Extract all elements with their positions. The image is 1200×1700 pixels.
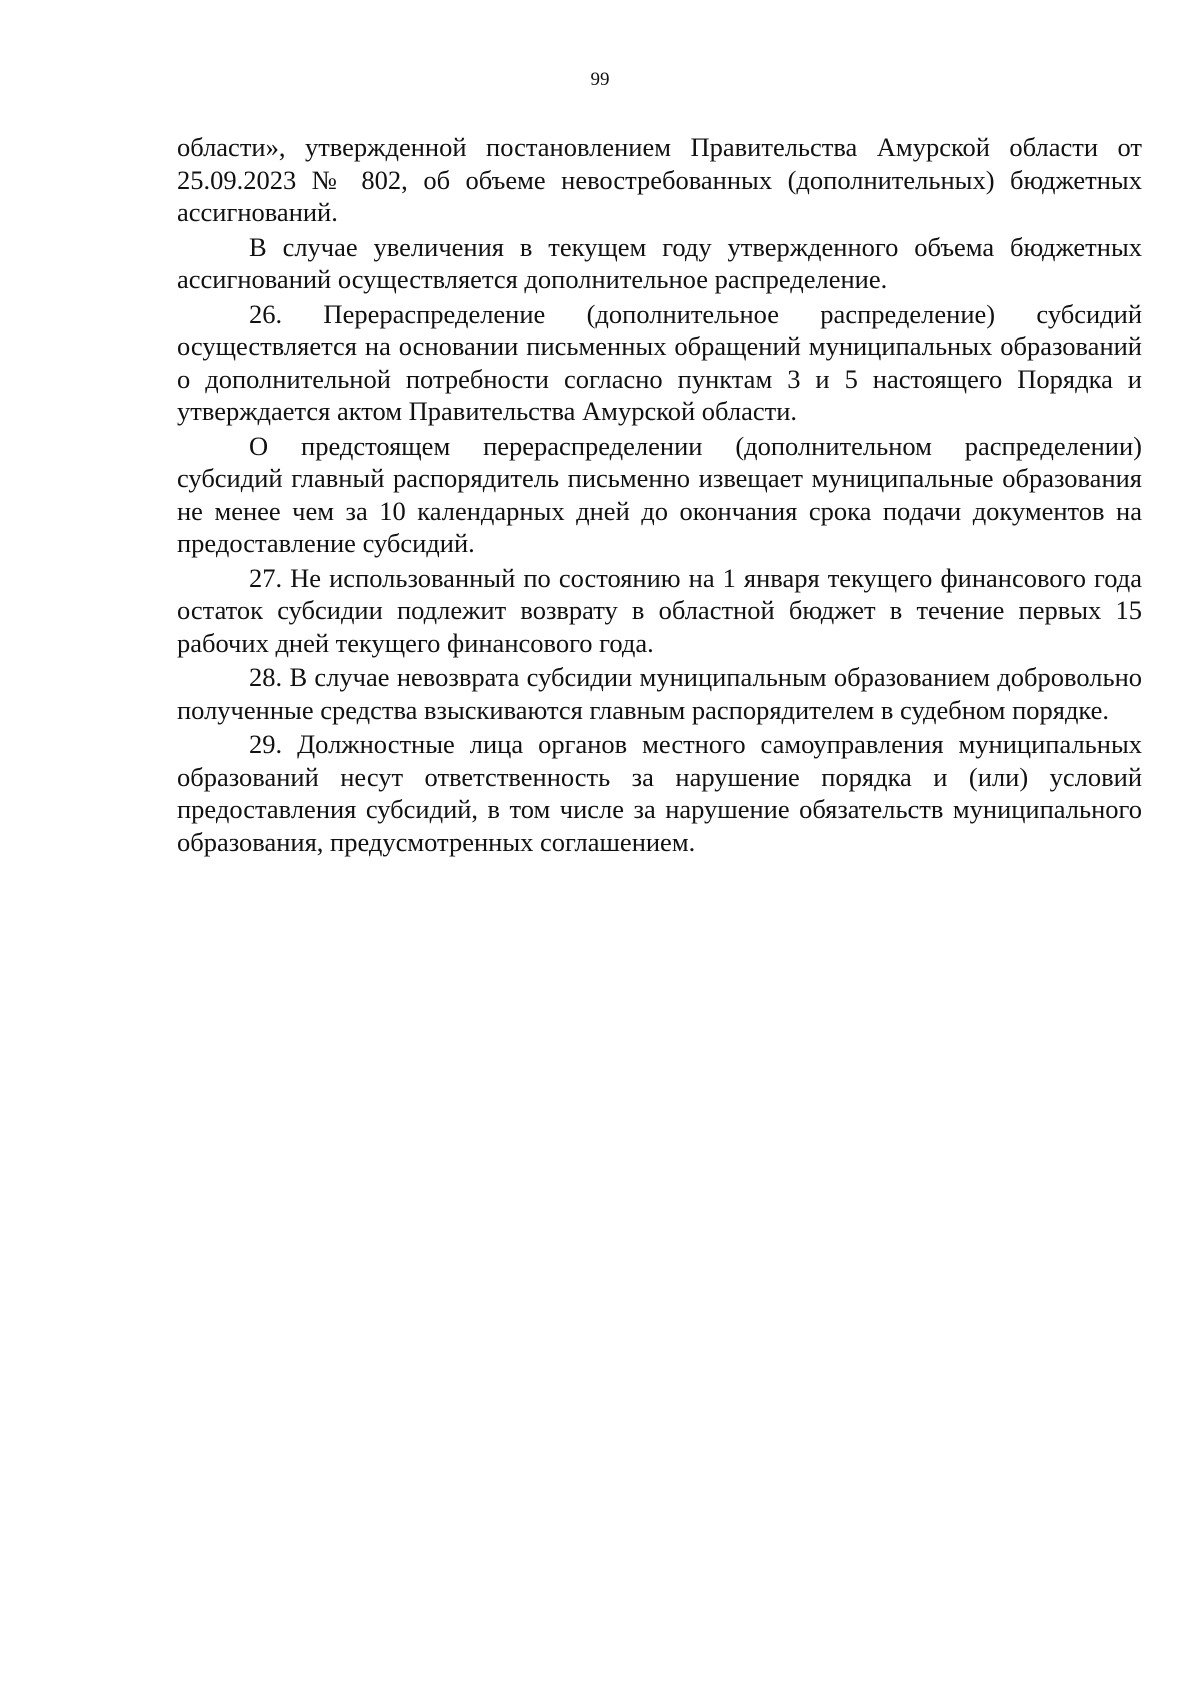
paragraph-redistribution-notice: О предстоящем перераспределении (дополнительном распределении) субсидий главный распорядитель письменно извещает муниципальные образования не менее чем за 10 календарных дней до окончания срока подачи документов на предоставление субсидий.	[177, 430, 1142, 558]
paragraph-budget-increase: В случае увеличения в текущем году утвержденного объема бюджетных ассигнований осуществляется дополнительное распределение.	[177, 231, 1142, 294]
paragraph-item-26: 26. Перераспределение (дополнительное распределение) субсидий осуществляется на основании письменных обращений муниципальных образований о дополнительной потребности согласно пунктам 3 и 5 настоящего Порядка и утверждается актом Правительства Амурской области.	[177, 298, 1142, 426]
paragraph-item-29: 29. Должностные лица органов местного самоуправления муниципальных образований несут ответственность за нарушение порядка и (или) условий предоставления субсидий, в том числе за нарушение обязательств муниципального образования, предусмотренных соглашением.	[177, 729, 1142, 857]
paragraph-item-27: 27. Не использованный по состоянию на 1 января текущего финансового года остаток субсидии подлежит возврату в областной бюджет в течение первых 15 рабочих дней текущего финансового года.	[177, 562, 1142, 658]
page-number: 99	[590, 69, 610, 90]
document-body	[177, 131, 1142, 858]
paragraph-item-28: 28. В случае невозврата субсидии муниципальным образованием добровольно полученные средства взыскиваются главным распорядителем в судебном порядке.	[177, 662, 1142, 725]
paragraph-continuation: области», утвержденной постановлением Правительства Амурской области от 25.09.2023 № 802, об объеме невостребованных (дополнительных) бюджетных ассигнований.	[177, 132, 1142, 227]
